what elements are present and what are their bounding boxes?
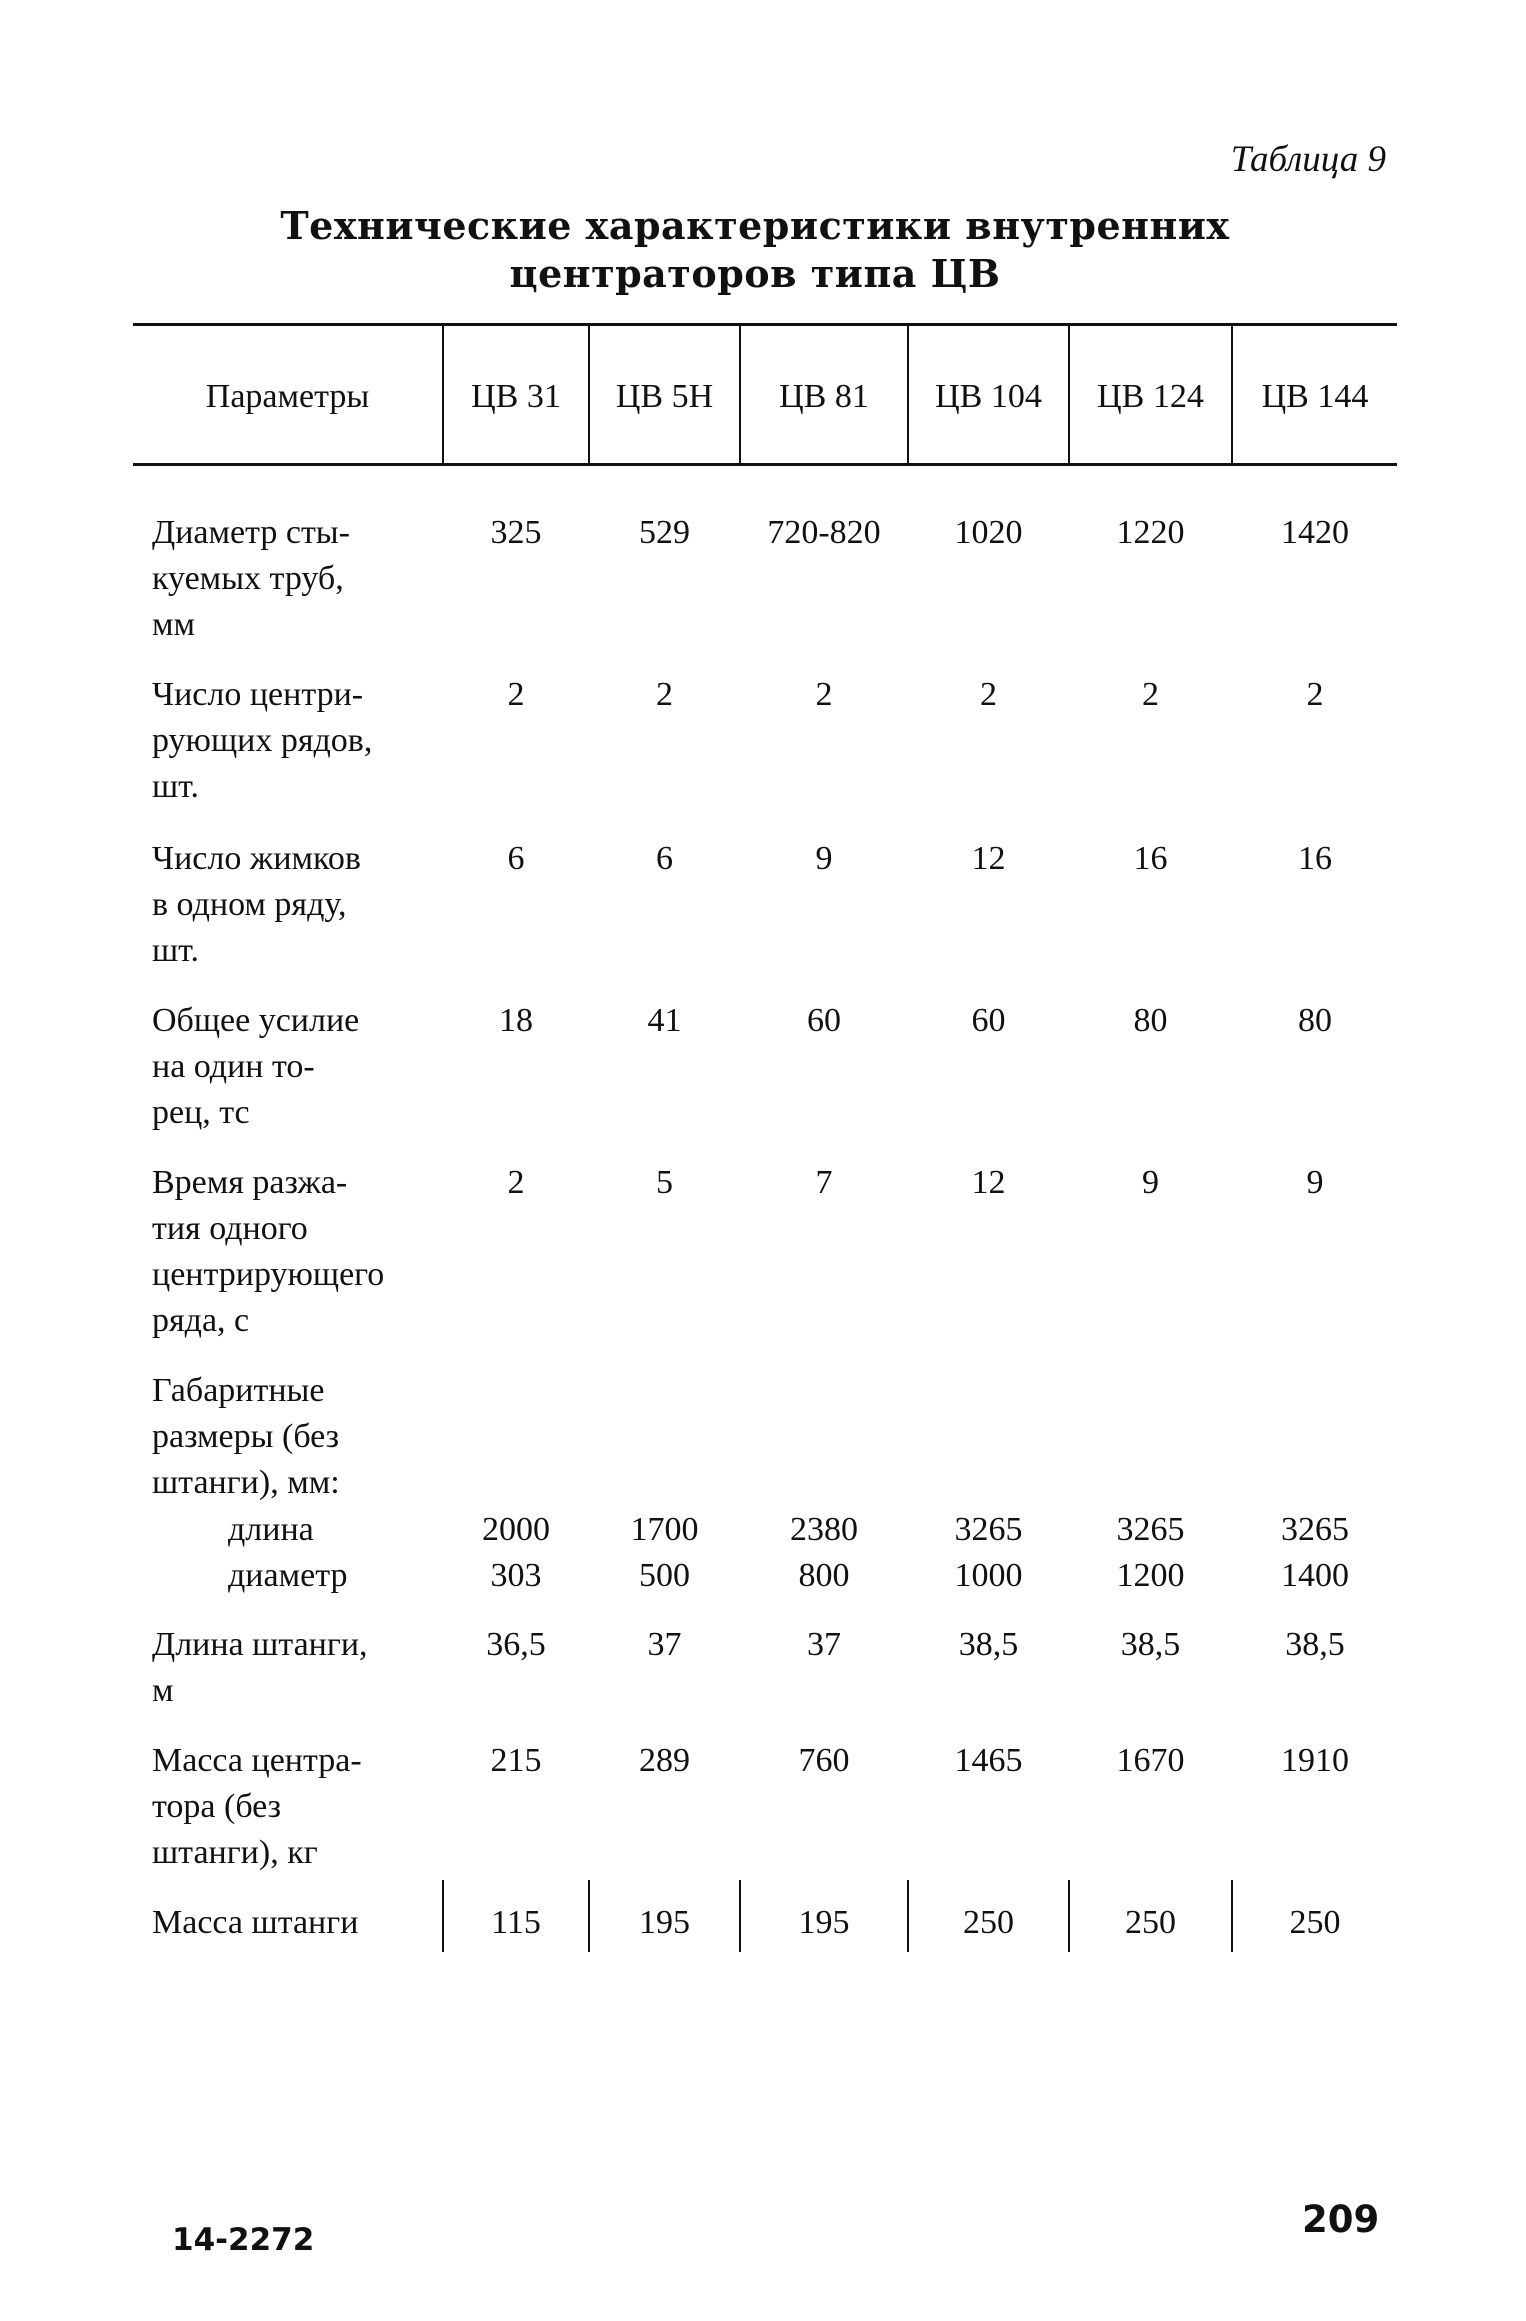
cell: 3265	[954, 1511, 1023, 1548]
top-rule	[133, 323, 1397, 326]
cell: 9	[1142, 1164, 1159, 1201]
cell: 195	[798, 1904, 850, 1941]
row-label-length: длина	[228, 1511, 314, 1548]
print-code: 14-2272	[172, 2222, 315, 2258]
row-label-centering-rows: Число центри- рующих рядов, шт.	[152, 676, 373, 805]
cell: 250	[1125, 1904, 1176, 1941]
cell: 7	[815, 1164, 833, 1201]
cell: 5	[656, 1164, 673, 1201]
cell: 1020	[954, 514, 1023, 551]
cell: 1465	[954, 1742, 1023, 1779]
header-cv144: ЦВ 144	[1261, 378, 1369, 415]
cell: 3265	[1116, 1511, 1185, 1548]
cell: 2380	[790, 1511, 858, 1548]
row-label-rod-mass: Масса штанги	[152, 1904, 359, 1941]
cell: 1700	[630, 1511, 699, 1548]
page-number: 209	[1302, 2198, 1380, 2241]
header-cv31: ЦВ 31	[471, 378, 561, 415]
cell: 720-820	[767, 514, 881, 551]
cell: 115	[491, 1904, 541, 1941]
cell: 16	[1298, 840, 1332, 877]
cell: 1200	[1116, 1557, 1185, 1594]
cell: 303	[490, 1557, 542, 1594]
cell: 760	[798, 1742, 850, 1779]
row-label-rod-length: Длина штанги, м	[152, 1626, 368, 1709]
row-label-pipe-diameter: Диаметр сты- куемых труб, мм	[152, 514, 350, 643]
row-label-total-force: Общее усилие на один то- рец, тс	[152, 1002, 360, 1131]
row-label-dimensions: Габаритные размеры (без штанги), мм:	[152, 1372, 340, 1501]
cell: 1420	[1281, 514, 1349, 551]
cell: 2	[980, 676, 997, 713]
cell: 289	[639, 1742, 690, 1779]
cell: 16	[1133, 840, 1168, 877]
header-parameters: Параметры	[205, 378, 370, 415]
header-cv5n: ЦВ 5Н	[615, 378, 714, 415]
cell: 37	[807, 1626, 841, 1663]
cell: 38,5	[958, 1626, 1019, 1663]
cell: 60	[971, 1002, 1006, 1039]
cell: 2	[1142, 676, 1159, 713]
row-label-release-time: Время разжа- тия одного центрирующего ряда, с	[152, 1164, 385, 1339]
row-label-clamps-per-row: Число жимков в одном ряду, шт.	[152, 840, 361, 969]
cell: 9	[1306, 1164, 1324, 1201]
table-caption: Таблица 9	[1230, 139, 1386, 180]
cell: 2	[656, 676, 673, 713]
cell: 215	[490, 1742, 542, 1779]
cell: 80	[1298, 1002, 1332, 1039]
header-cv124: ЦВ 124	[1097, 378, 1204, 415]
cell: 6	[656, 840, 673, 877]
cell: 1400	[1281, 1557, 1349, 1594]
cell: 6	[507, 840, 525, 877]
cell: 1220	[1116, 514, 1185, 551]
cell: 2000	[482, 1511, 550, 1548]
cell: 2	[815, 676, 833, 713]
header-cv104: ЦВ 104	[935, 378, 1042, 415]
row-label-centrator-mass: Масса центра- тора (без штанги), кг	[152, 1742, 362, 1871]
header-cv81: ЦВ 81	[779, 378, 869, 415]
cell: 529	[639, 514, 690, 551]
header-rule	[133, 463, 1397, 466]
cell: 2	[1306, 676, 1324, 713]
cell: 3265	[1281, 1511, 1349, 1548]
cell: 36,5	[486, 1626, 546, 1663]
cell: 18	[499, 1002, 533, 1039]
cell: 2	[507, 676, 525, 713]
title-line-1: Технические характеристики внутренних	[280, 203, 1230, 248]
cell: 38,5	[1120, 1626, 1181, 1663]
cell: 195	[639, 1904, 690, 1941]
cell: 80	[1133, 1002, 1168, 1039]
cell: 38,5	[1285, 1626, 1345, 1663]
cell: 12	[971, 1164, 1006, 1201]
table-title	[0, 202, 1526, 298]
cell: 250	[963, 1904, 1014, 1941]
title-line-2: центраторов типа ЦВ	[509, 251, 1001, 296]
cell: 325	[490, 514, 542, 551]
cell: 60	[807, 1002, 841, 1039]
cell: 1670	[1116, 1742, 1185, 1779]
cell: 37	[647, 1626, 682, 1663]
cell: 12	[971, 840, 1006, 877]
row-label-diameter: диаметр	[228, 1557, 348, 1594]
cell: 2	[507, 1164, 525, 1201]
cell: 800	[798, 1557, 850, 1594]
cell: 1000	[954, 1557, 1023, 1594]
cell: 500	[639, 1557, 690, 1594]
cell: 250	[1289, 1904, 1341, 1941]
cell: 1910	[1281, 1742, 1349, 1779]
cell: 41	[647, 1002, 682, 1039]
cell: 9	[815, 840, 833, 877]
